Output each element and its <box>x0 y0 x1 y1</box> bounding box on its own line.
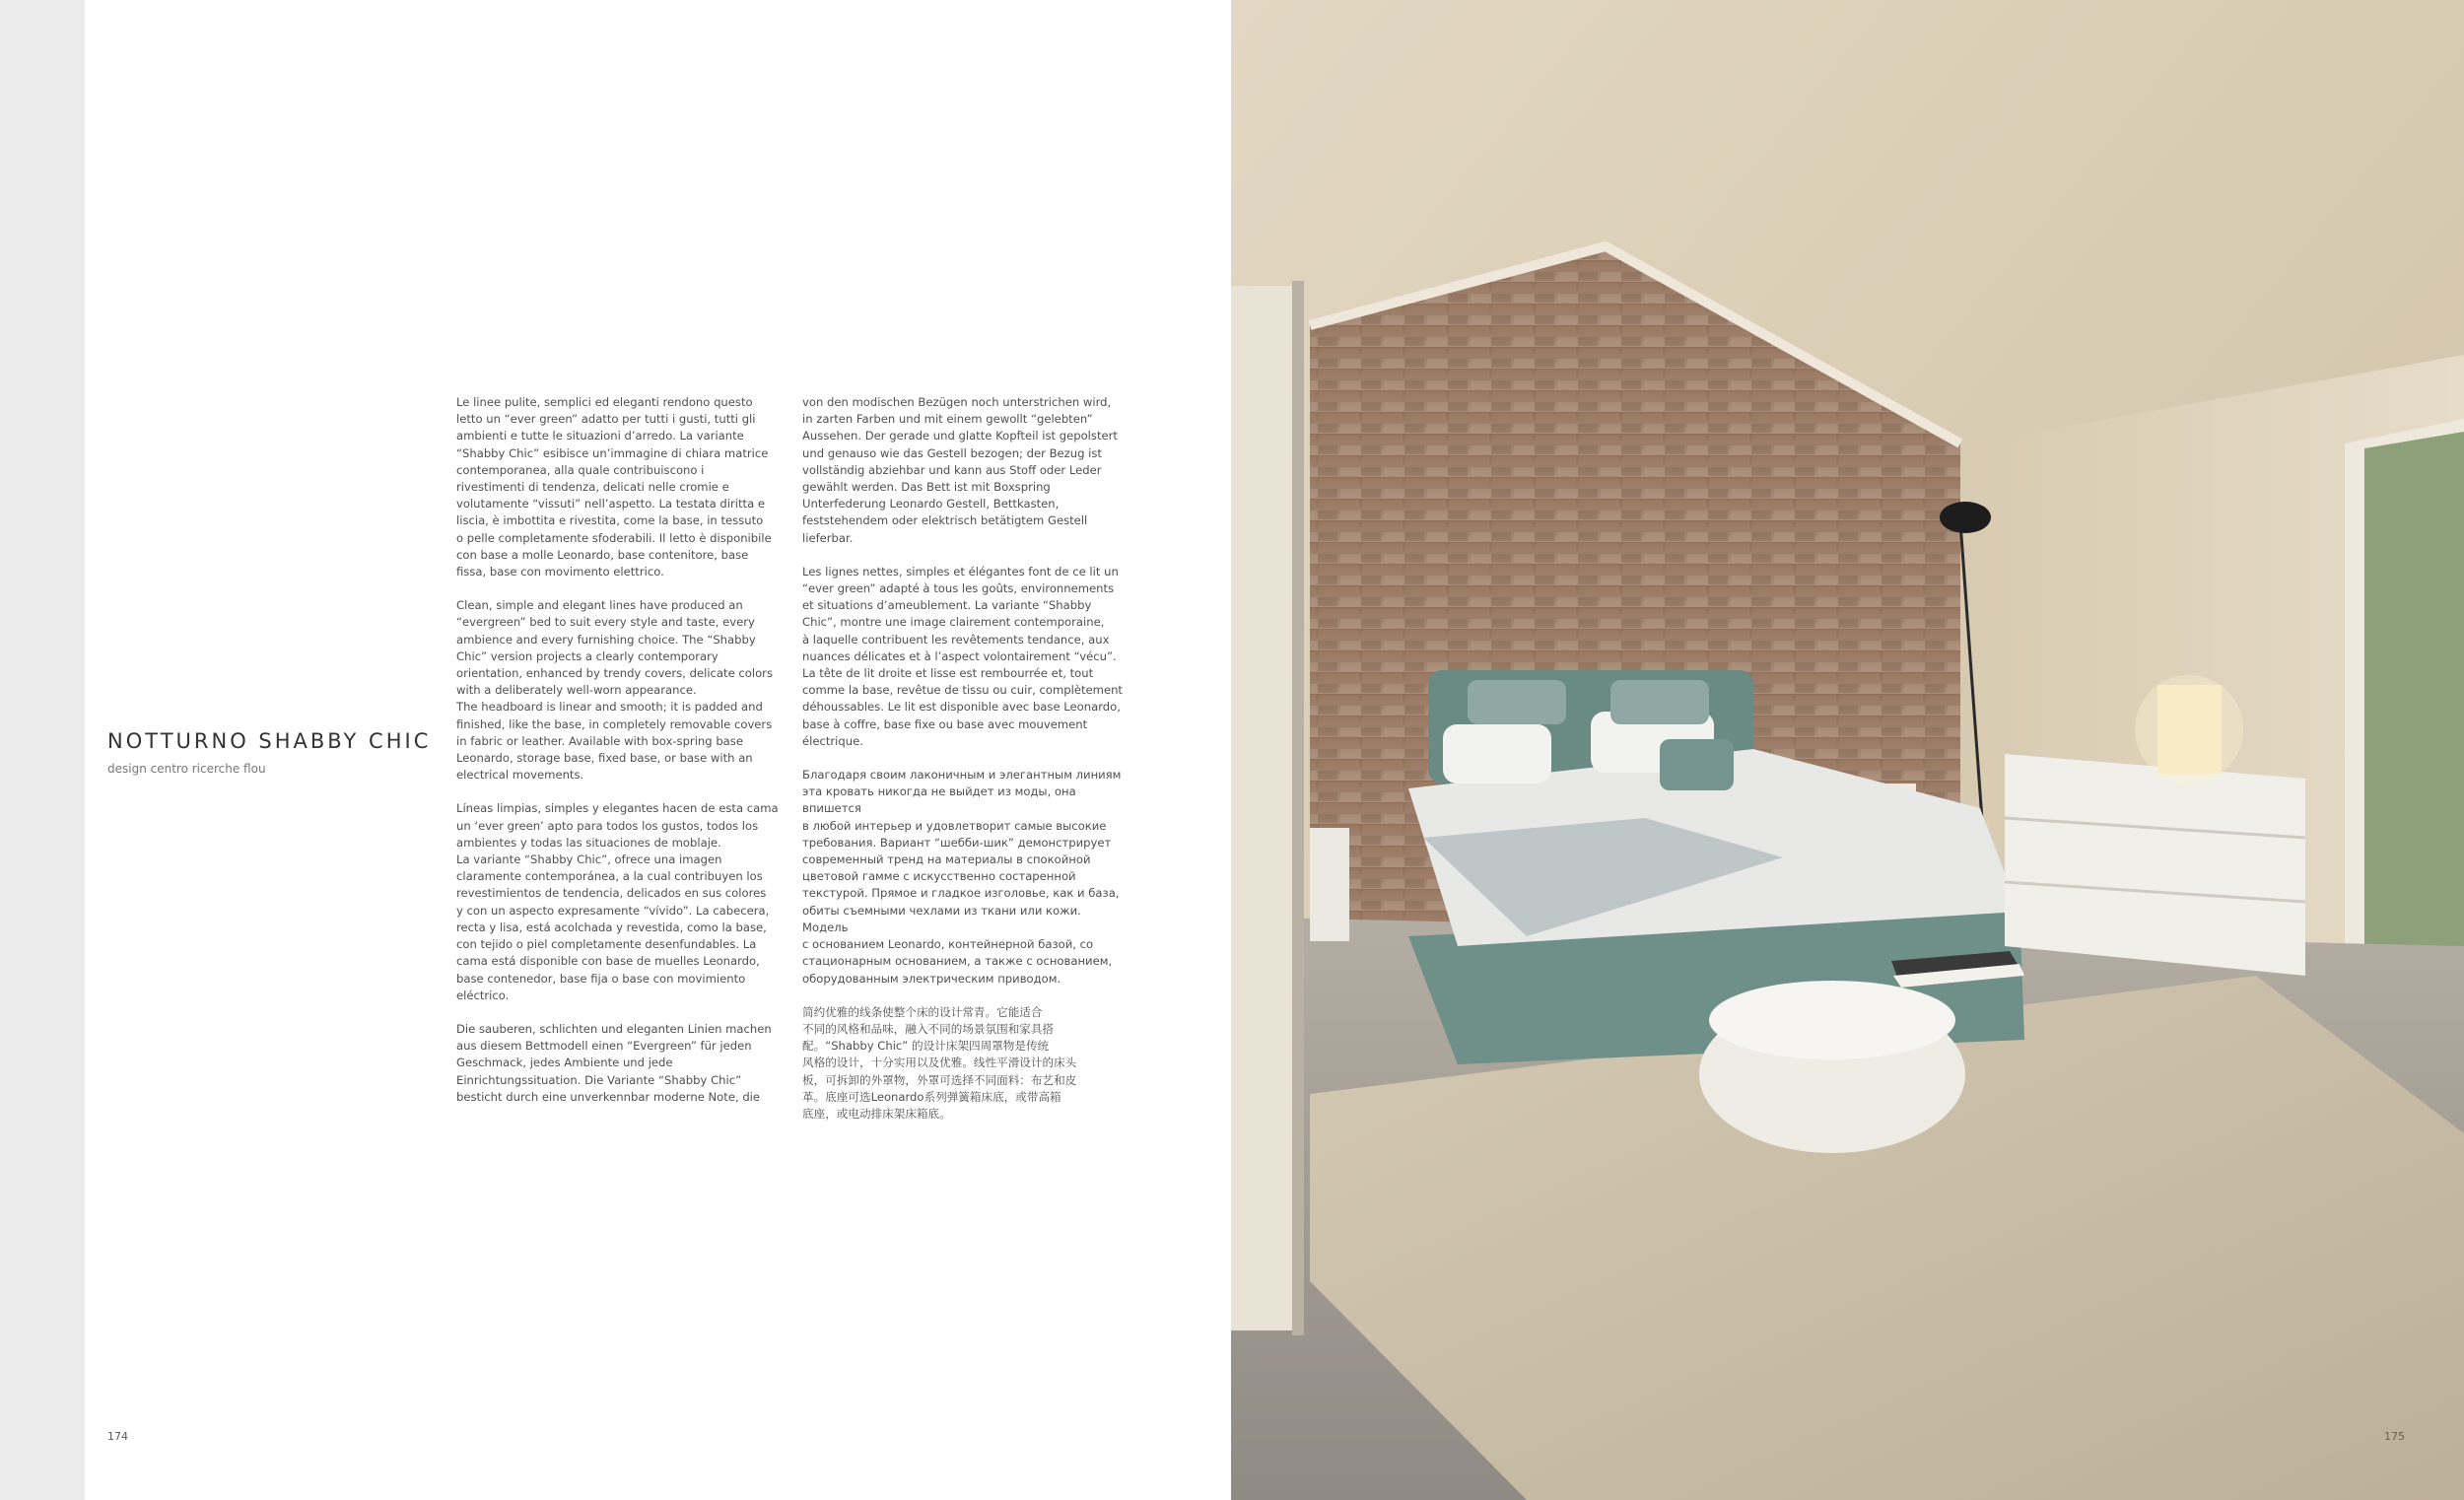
paragraph-russian: Благодаря своим лаконичным и элегантным линиям эта кровать никогда не выйдет из моды, она впишется в любой интерьер и удовлетворит самые высокие требования. Вариант “шебби-шик” демонстрирует современный тренд на материалы в спокойной цветовой гамме с искусственно состаренной текстурой. Прямое и гладкое изголовье, как и база, обиты съемными чехлами из ткани или кожи. Модель с основанием Leonardo, контейнерной базой, со стационарным основанием, а также с основанием, оборудованным электрическим приводом. <box>802 768 1122 986</box>
pillow-white-left <box>1443 724 1551 784</box>
product-designer: design centro ricerche flou <box>107 762 266 776</box>
text-column-1 <box>456 394 782 1123</box>
page-gutter-strip <box>0 0 85 1500</box>
paragraph-german-end: von den modischen Bezügen noch unterstrichen wird, in zarten Farben und mit einem gewollt “gelebten” Aussehen. Der gerade und glatte Kopfteil ist gepolstert und genauso wie das Gestell bezogen; der Bezug ist vollständig abziehbar und kann aus Stoff oder Leder gewählt werden. Das Bett ist mit Boxspring Unterfederung Leonardo Gestell, Bettkasten, feststehendem oder elektrisch betätigtem Gestell lieferbar. <box>802 395 1118 545</box>
paragraph-spanish: Líneas limpias, simples y elegantes hacen de esta cama un ‘ever green’ apto para todos los gustos, todos los ambientes y todas las situaciones de moblaje. La variante “Shabby Chic”, ofrece una imagen claramente contemporánea, a la cual contribuyen los revestimientos de tendencia, delicados en sus colores y con un aspecto expresamente “vívido”. La cabecera, recta y lisa, está acolchada y revestida, como la base, con tejido o piel completamente desenfundables. La cama está disponible con base de muelles Leonardo, base contenedor, base fija o base con movimiento eléctrico. <box>456 801 779 1002</box>
pillow-green-right <box>1610 680 1709 724</box>
text-column-2 <box>802 394 1128 1139</box>
paragraph-french: Les lignes nettes, simples et élégantes font de ce lit un “ever green” adapté à tous les goûts, environnements et situations d’ameublement. La variante “Shabby Chic”, montre une image clairement contemporaine, à laquelle contribuent les revêtements tendance, aux nuances délicates et à l’aspect volontairement “vécu”. La tête de lit droite et lisse est rembourrée et, tout comme la base, revêtue de tissu ou cuir, complètement déhoussables. Le lit est disponible avec base Leonardo, base à coffre, base fixe ou base avec mouvement électrique. <box>802 564 1123 748</box>
lamp-glow <box>2135 675 2243 784</box>
page-number-left: 174 <box>107 1430 128 1443</box>
paragraph-english: Clean, simple and elegant lines have produced an “evergreen” bed to suit every style and taste, every ambience and every furnishing choice. The “Shabby Chic” version projects a clearly contemporary orientation, enhanced by trendy covers, delicate colors with a deliberately well-worn appearance. The headboard is linear and smooth; it is padded and finished, like the base, in completely removable covers in fabric or leather. Available with box-spring base Leonardo, storage base, fixed base, or base with an electrical movements. <box>456 598 773 783</box>
paragraph-italian: Le linee pulite, semplici ed eleganti rendono questo letto un “ever green” adatto per tutti i gusti, tutti gli ambienti e tutte le situazioni d’arredo. La variante “Shabby Chic” esibisce un’immagine di chiara matrice contemporanea, alla quale contribuiscono i rivestimenti di tendenza, delicati nelle cromie e volutamente “vissuti” nell’aspetto. La testata diritta e liscia, è imbottita e rivestita, come la base, in tessuto o pelle completamente sfoderabili. Il letto è disponibile con base a molle Leonardo, base contenitore, base fissa, base con movimento elettrico. <box>456 395 772 580</box>
pillow-green-left <box>1468 680 1566 724</box>
bedroom-photo <box>1231 0 2464 1500</box>
left-page <box>85 0 1231 1500</box>
page-number-right: 175 <box>2384 1430 2405 1443</box>
nightstand-left <box>1310 828 1349 941</box>
dresser <box>2005 754 2305 976</box>
door-edge <box>1292 281 1304 1335</box>
product-title: NOTTURNO SHABBY CHIC <box>107 729 432 753</box>
window-view <box>2364 432 2464 986</box>
cushion <box>1660 739 1734 790</box>
paragraph-german-start: Die sauberen, schlichten und eleganten Linien machen aus diesem Bettmodell einen “Evergreen” für jeden Geschmack, jedes Ambiente und jede Einrichtungssituation. Die Variante “Shabby Chic” besticht durch eine unverkennbar moderne Note, die <box>456 1021 772 1104</box>
pouf-top <box>1709 981 1955 1059</box>
open-door <box>1231 286 1300 1330</box>
paragraph-chinese: 简约优雅的线条使整个床的设计常青。它能适合 不同的风格和品味，融入不同的场景氛围和家具搭 配。“Shabby Chic” 的设计床架四周罩物是传统 风格的设计，十分实用以及优雅。线性平滑设计的床头 板，可拆卸的外罩物，外罩可选择不同面料：布艺和皮 革。底座可选Leonardo系列弹簧箱床底，或带高箱 底座，或电动排床架床箱底。 <box>802 1004 1077 1121</box>
floor-lamp-shade <box>1940 502 1991 533</box>
